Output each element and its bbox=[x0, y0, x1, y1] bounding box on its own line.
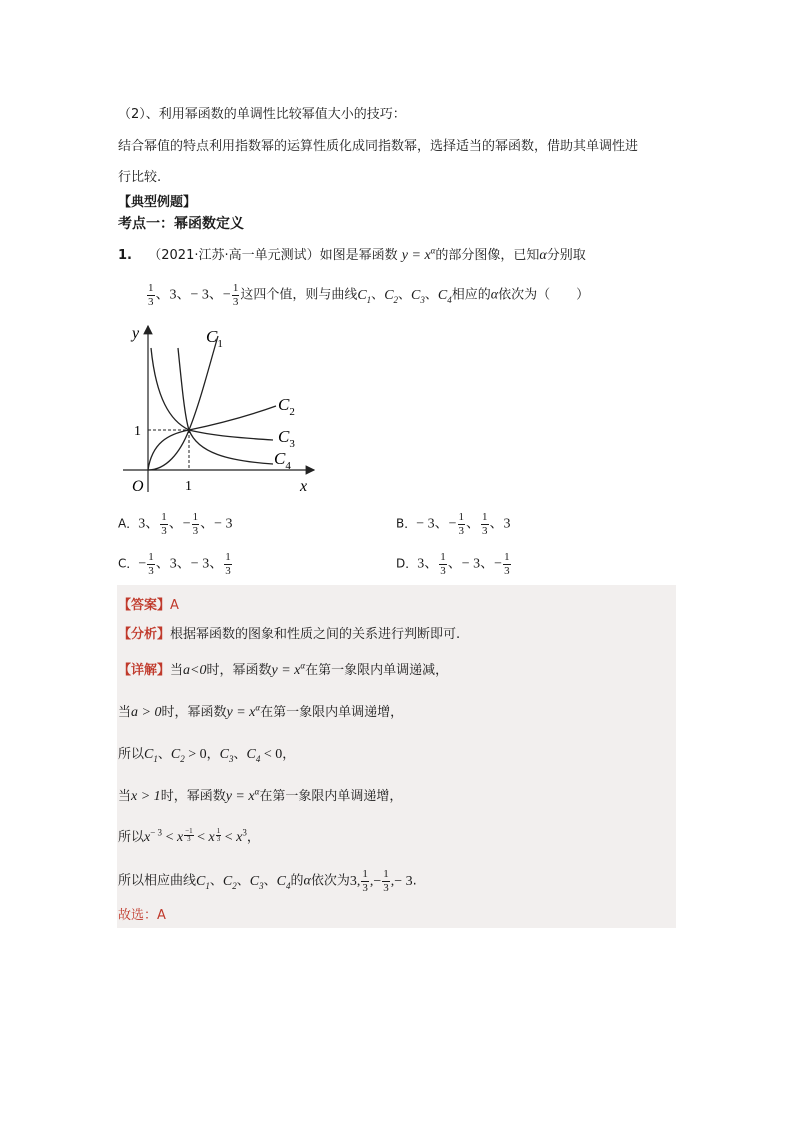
analysis-text: 根据幂函数的图象和性质之间的关系进行判断即可. bbox=[170, 627, 461, 642]
detail-line2: 当a > 0时，幂函数$y = x^\alpha$在第一象限内单调递增， bbox=[118, 702, 404, 720]
question-number: 1. bbox=[118, 248, 132, 263]
detail-label: 【详解】 bbox=[118, 663, 171, 678]
label-c3: $C_3$ bbox=[278, 427, 295, 450]
intro-heading: （2）、利用幂函数的单调性比较幂值大小的技巧： bbox=[118, 107, 406, 122]
origin-label: O bbox=[132, 478, 144, 495]
analysis-line bbox=[118, 623, 460, 642]
kaodian-heading: 考点一：幂函数定义 bbox=[118, 216, 244, 232]
detail-line3: 所以$C_1$、$C_2 > 0$，$C_3$、$C_4 < 0$， bbox=[118, 747, 296, 764]
label-c4: $C_4$ bbox=[274, 449, 291, 472]
conclusion-line: 故选：A bbox=[118, 908, 166, 923]
intro-body-line2: 行比较. bbox=[118, 170, 162, 185]
analysis-label: 【分析】 bbox=[118, 627, 171, 642]
answer-value: A bbox=[170, 598, 179, 613]
option-b[interactable]: B．− 3、− $\frac{1}{3}$ 、 $\frac{1}{3}$ 、3 bbox=[396, 511, 511, 537]
question-text-b: 的部分图像，已知 bbox=[435, 248, 540, 263]
curve-c2 bbox=[148, 406, 276, 470]
detail-line4: 当x > 1时，幂函数$y = x^\alpha$在第一象限内单调递增， bbox=[118, 786, 403, 804]
formula-y-x-alpha: $y = x^\alpha$ bbox=[401, 245, 436, 263]
option-a[interactable]: A．3、 $\frac{1}{3}$ 、− $\frac{1}{3}$ 、− 3 bbox=[118, 511, 233, 537]
x-axis-label: x bbox=[300, 478, 308, 495]
detail-line6: 所以相应曲线$C_1$、$C_2$、$C_3$、$C_4$的α依次为3, $\frac{1}{3}$ ,− $\frac{1}{3}$ ,− 3. bbox=[118, 868, 417, 894]
question-line2: $\frac{1}{3}$ 、3、− 3、− $\frac{1}{3}$ 这四个值，则与曲线$C_1$、$C_2$、$C_3$、$C_4$相应的α依次为（ ） bbox=[148, 282, 590, 308]
answer-line bbox=[118, 594, 179, 613]
question-text-a: 如图是幂函数 bbox=[319, 248, 398, 263]
option-d[interactable]: D．3、 $\frac{1}{3}$ 、− 3、− $\frac{1}{3}$ bbox=[396, 551, 510, 577]
intro-body-line1: 结合幂值的特点利用指数幂的运算性质化成同指数幂，选择适当的幂函数，借助其单调性进 bbox=[118, 139, 639, 154]
option-c[interactable]: C．− $\frac{1}{3}$ 、3、− 3、 $\frac{1}{3}$ bbox=[118, 551, 231, 577]
detail-line1: 【详解】当a<0时，幂函数$y = x^\alpha$在第一象限内单调递减， bbox=[118, 660, 449, 678]
detail-line5: 所以$x^{- 3} < x$ $\frac{-1}{3}$ < x $\frac{1}{3}$ < $x^3$， bbox=[118, 827, 260, 845]
y-axis-label: y bbox=[132, 325, 140, 342]
x-tick-1: 1 bbox=[185, 479, 192, 494]
label-c1: $C_1$ bbox=[206, 327, 223, 350]
section-label: 【典型例题】 bbox=[118, 195, 197, 210]
question-text-c: 分别取 bbox=[546, 248, 586, 263]
label-c2: $C_2$ bbox=[278, 395, 295, 418]
y-tick-1: 1 bbox=[134, 424, 141, 439]
curve-c3 bbox=[151, 348, 273, 440]
answer-label: 【答案】 bbox=[118, 598, 171, 613]
question-line1 bbox=[118, 244, 586, 264]
curve-c4 bbox=[178, 348, 273, 464]
power-function-graph bbox=[118, 318, 328, 496]
alpha-symbol: α bbox=[539, 248, 547, 263]
question-source: （2021·江苏·高一单元测试） bbox=[148, 248, 320, 263]
